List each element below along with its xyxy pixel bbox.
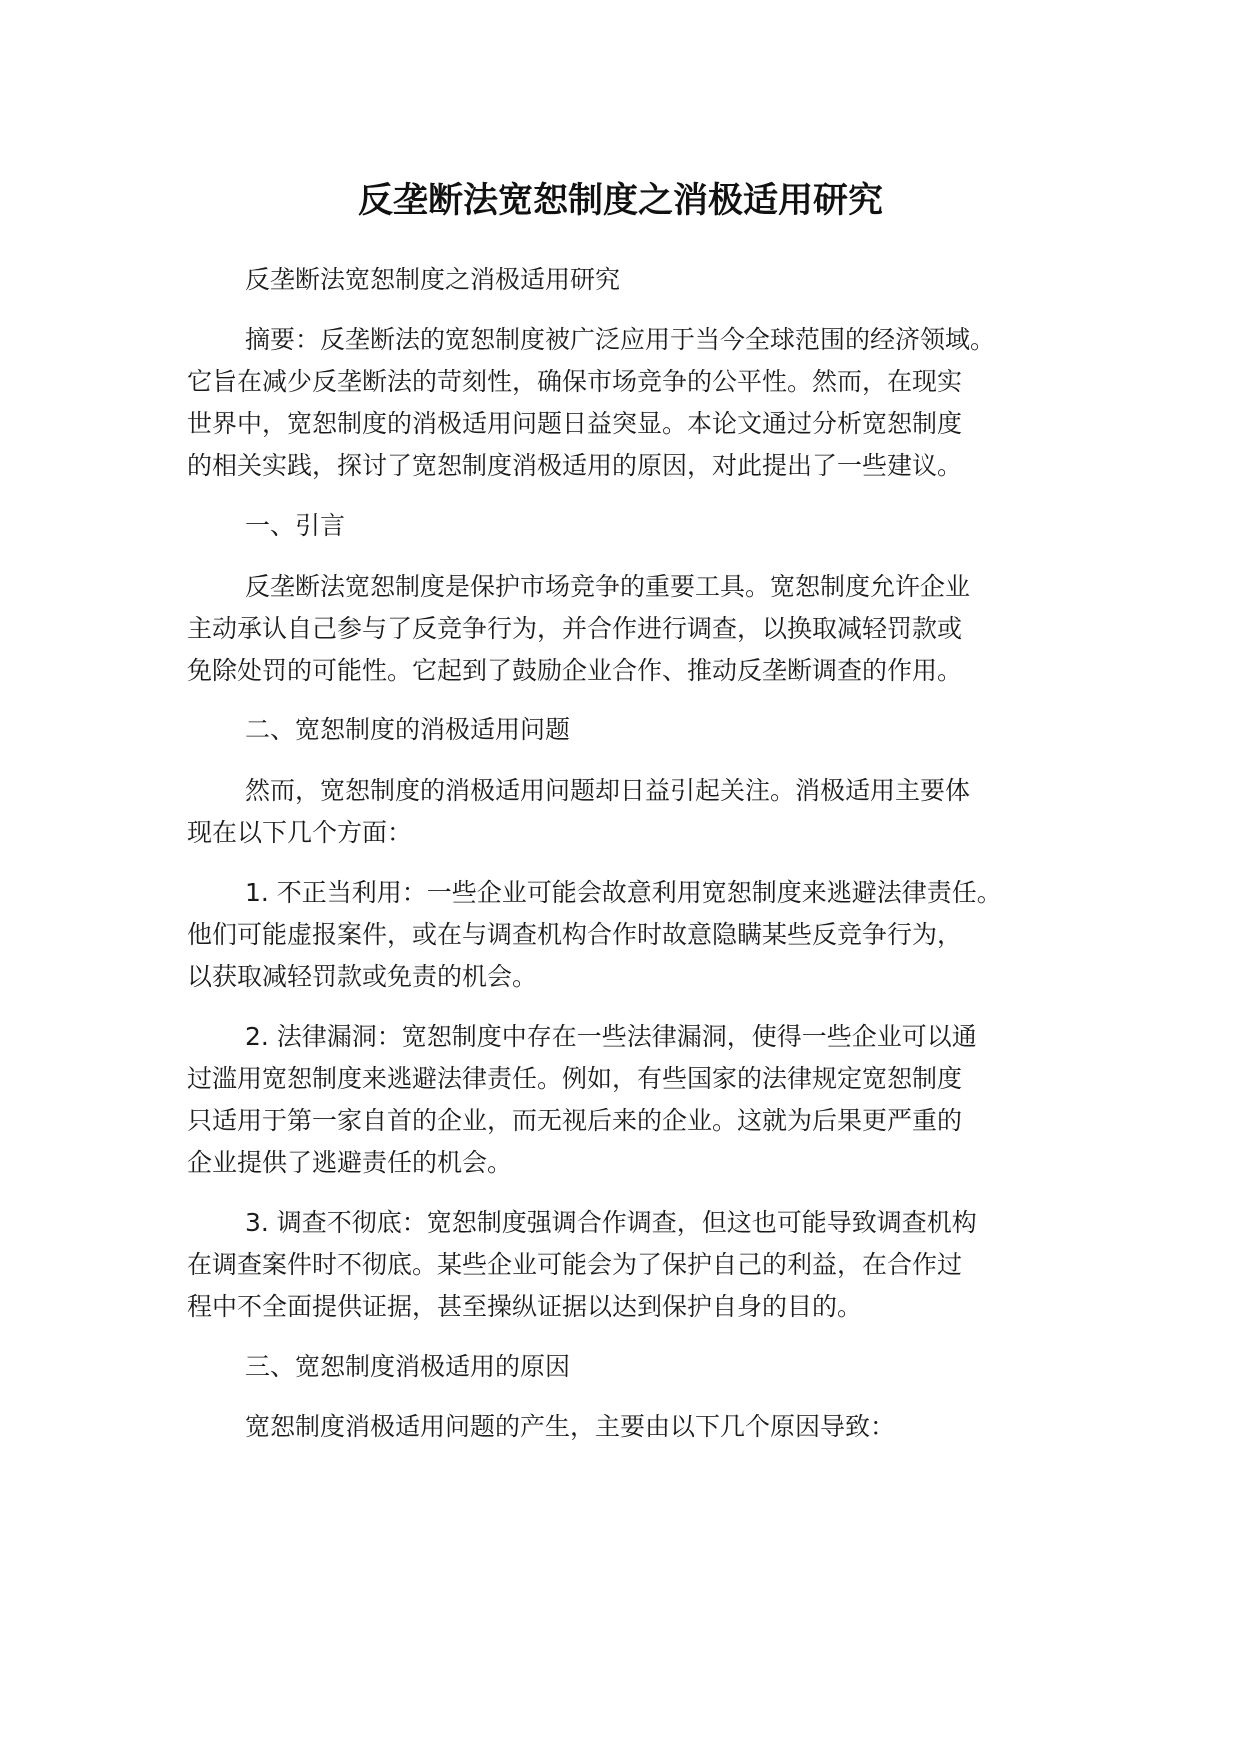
list-item-line: 在调查案件时不彻底。某些企业可能会为了保护自己的利益，在合作过 bbox=[187, 1250, 963, 1279]
paragraph-line: 宽恕制度消极适用问题的产生，主要由以下几个原因导致： bbox=[245, 1412, 896, 1441]
abstract-line: 世界中，宽恕制度的消极适用问题日益突显。本论文通过分析宽恕制度 bbox=[187, 409, 963, 438]
section-heading: 二、宽恕制度的消极适用问题 bbox=[245, 715, 571, 744]
list-item-line: 程中不全面提供证据，甚至操纵证据以达到保护自身的目的。 bbox=[187, 1292, 863, 1321]
section-heading: 一、引言 bbox=[245, 511, 346, 540]
abstract-line: 它旨在减少反垄断法的苛刻性，确保市场竞争的公平性。然而，在现实 bbox=[187, 367, 963, 396]
list-item-line: 1. 不正当利用：一些企业可能会故意利用宽恕制度来逃避法律责任。 bbox=[245, 878, 1002, 907]
paragraph-line: 免除处罚的可能性。它起到了鼓励企业合作、推动反垄断调查的作用。 bbox=[187, 656, 963, 685]
list-item-line: 3. 调查不彻底：宽恕制度强调合作调查，但这也可能导致调查机构 bbox=[245, 1208, 977, 1237]
subtitle-line: 反垄断法宽恕制度之消极适用研究 bbox=[245, 265, 621, 294]
list-item-line: 以获取减轻罚款或免责的机会。 bbox=[187, 962, 538, 991]
abstract-line: 摘要：反垄断法的宽恕制度被广泛应用于当今全球范围的经济领域。 bbox=[245, 325, 996, 354]
document-title: 反垄断法宽恕制度之消极适用研究 bbox=[357, 181, 883, 221]
abstract-line: 的相关实践，探讨了宽恕制度消极适用的原因，对此提出了一些建议。 bbox=[187, 451, 963, 480]
list-item-line: 只适用于第一家自首的企业，而无视后来的企业。这就为后果更严重的 bbox=[187, 1106, 963, 1135]
paragraph-line: 反垄断法宽恕制度是保护市场竞争的重要工具。宽恕制度允许企业 bbox=[245, 572, 971, 601]
paragraph-line: 主动承认自己参与了反竞争行为，并合作进行调查，以换取减轻罚款或 bbox=[187, 614, 963, 643]
list-item-line: 过滥用宽恕制度来逃避法律责任。例如，有些国家的法律规定宽恕制度 bbox=[187, 1064, 963, 1093]
paragraph-line: 现在以下几个方面： bbox=[187, 818, 413, 847]
list-item-line: 企业提供了逃避责任的机会。 bbox=[187, 1148, 513, 1177]
section-heading: 三、宽恕制度消极适用的原因 bbox=[245, 1352, 571, 1381]
list-item-line: 2. 法律漏洞：宽恕制度中存在一些法律漏洞，使得一些企业可以通 bbox=[245, 1022, 977, 1051]
paragraph-line: 然而，宽恕制度的消极适用问题却日益引起关注。消极适用主要体 bbox=[245, 776, 971, 805]
list-item-line: 他们可能虚报案件，或在与调查机构合作时故意隐瞒某些反竞争行为， bbox=[187, 920, 963, 949]
